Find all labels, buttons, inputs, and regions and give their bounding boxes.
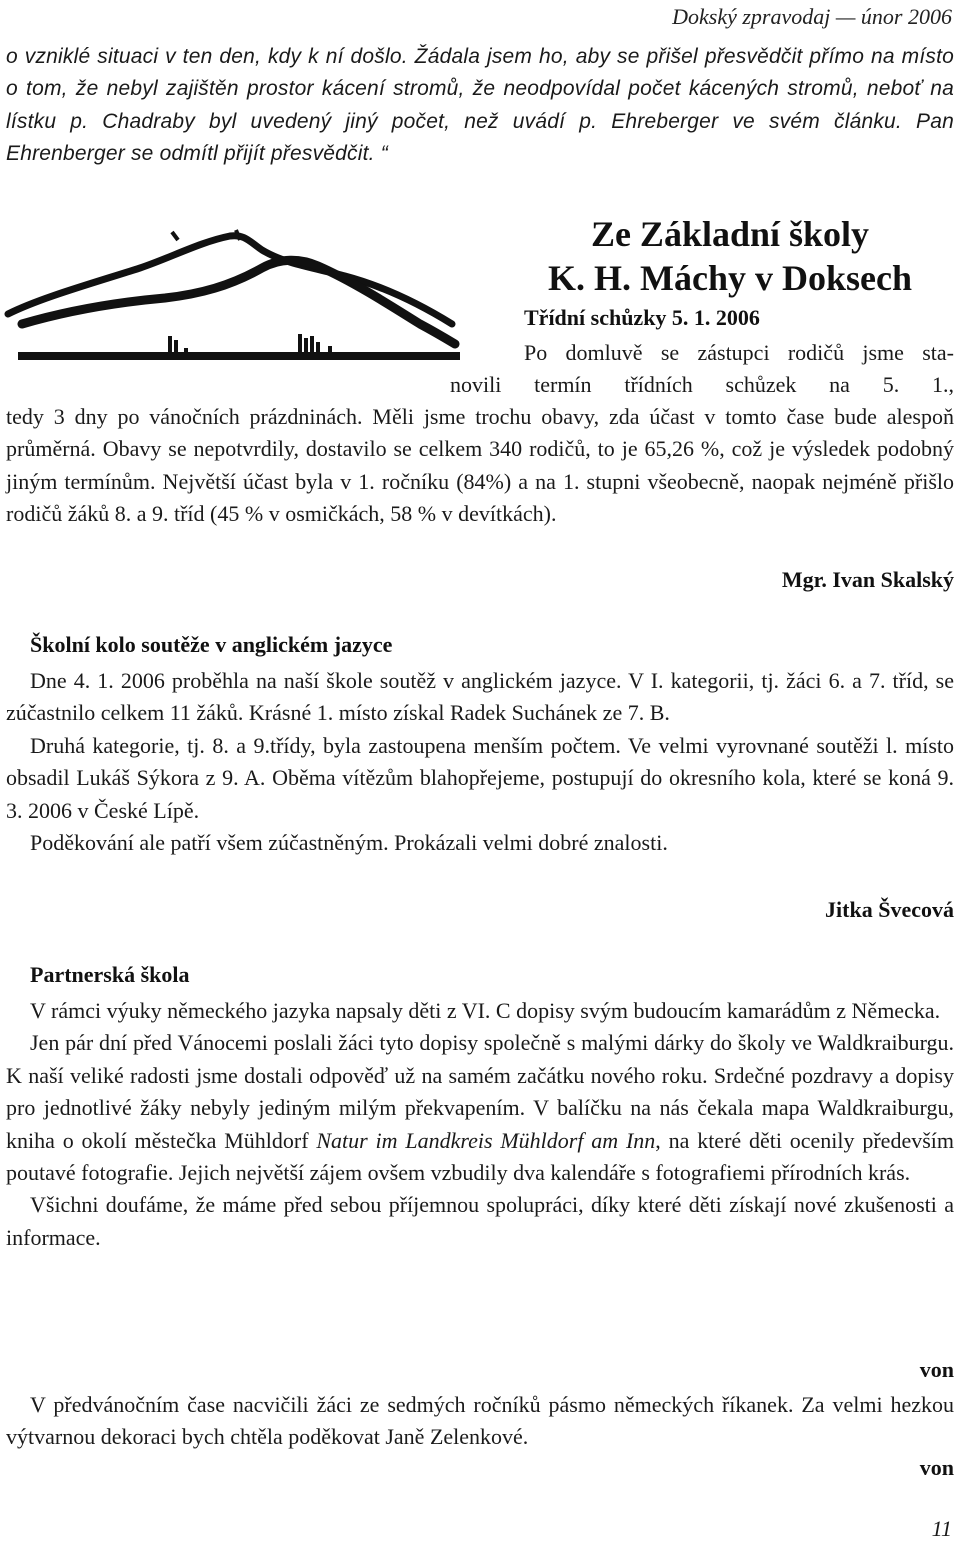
meetings-body: tedy 3 dny po vánočních prázdninách. Měli jsme trochu obavy, zda účast v tomto čase bude alespoň průměrná. Obavy se nepotvrdily, dostavilo se celkem 340 rodičů, to je 65,26 %, což je výsledek podobný jiným termínům. Největší účast byla v 1. ročníku (84%) a na 1. stupni všeobecně, naopak nejméně přišlo rodičů žáků 8. a 9. tříd (45 % v osmičkách, 58 % v devítkách). [6, 404, 954, 527]
partner-author-1: von [919, 1357, 954, 1382]
meetings-line2: novili termín třídních schůzek na 5. 1., [450, 372, 954, 397]
partner-paragraph-3: Všichni doufáme, že máme před sebou příjemnou spolupráci, díky které děti získají nové zkušenosti a informace. [6, 1192, 954, 1250]
school-title-line1: Ze Základní školy [590, 214, 870, 254]
partner-author-2: von [919, 1455, 954, 1480]
partner-paragraph-1: V rámci výuky německého jazyka napsaly děti z VI. C dopisy svým budoucím kamarádům z Německa. [30, 998, 941, 1023]
running-header: Dokský zpravodaj — únor 2006 [672, 4, 952, 29]
english-paragraph-1: Dne 4. 1. 2006 proběhla na naší škole soutěž v anglickém jazyce. V I. kategorii, tj. žáci 6. a 7. tříd, se zúčastnilo celkem 11 žáků. Krásné 1. místo získal Radek Suchánek ze 7. B. [6, 668, 954, 726]
meetings-line1: Po domluvě se zástupci rodičů jsme sta- [524, 340, 954, 365]
english-body [6, 665, 954, 859]
intro-paragraph: o vzniklé situaci v ten den, kdy k ní došlo. Žádala jsem ho, aby se přišel přesvědčit přímo na místo o tom, že nebyl zajištěn prostor kácení stromů, že neodpovídal počet kácených stromů, neboť na lístku p. Chadraby byl uvedený jiný počet, než uvádí p. Ehreberger ve svém článku. Pan Ehrenberger se odmítl přijít přesvědčit. “ [6, 45, 954, 166]
partner-p2-before: Jen pár dní před Vánocemi poslali žáci tyto dopisy společně s malými dárky do školy ve Waldkraiburgu. K naší veliké radosti jsme dostali odpověď už na samém začátku nového roku. Srdečné pozdravy a dopisy pro jednotlivé žáky nebyly jediným milým překvapením. V balíčku na nás čekala mapa Waldkraiburgu, kniha o okolí městečka Mühldorf [6, 1030, 954, 1153]
partner-body [6, 995, 954, 1254]
partner-p2-after: , na které děti ocenily především poutavé fotografie. Jejich největší zájem ovšem vzbudily dva kalendáře s fotografiemi přírodních krás. [6, 1127, 954, 1186]
school-logo [0, 228, 470, 378]
english-author: Jitka Švecová [825, 897, 954, 922]
meetings-heading: Třídní schůzky 5. 1. 2006 [524, 305, 760, 330]
english-paragraph-3: Poděkování ale patří všem zúčastněným. Prokázali velmi dobré znalosti. [30, 830, 668, 856]
meetings-author: Mgr. Ivan Skalský [781, 567, 954, 592]
english-paragraph-2: Druhá kategorie, tj. 8. a 9.třídy, byla zastoupena menším počtem. Ve velmi vyrovnané soutěži l. místo obsadil Lukáš Sýkora z 9. A. Oběma vítězům blahopřejeme, postupují do okresního kola, které se koná 9. 3. 2006 v České Lípě. [6, 732, 954, 823]
page-number: 11 [931, 1516, 952, 1541]
book-title: Natur im Landkreis Mühldorf am Inn [316, 1127, 656, 1153]
partner-paragraph-2 [6, 1027, 954, 1189]
partner-paragraph-4: V předvánočním čase nacvičili žáci ze sedmých ročníků pásmo německých říkanek. Za velmi hezkou výtvarnou dekoraci bych chtěla poděkovat Janě Zelenkové. [6, 1392, 954, 1450]
school-title-line2: K. H. Máchy v Doksech [548, 258, 912, 298]
partner-heading: Partnerská škola [30, 962, 190, 987]
english-heading: Školní kolo soutěže v anglickém jazyce [30, 632, 393, 657]
